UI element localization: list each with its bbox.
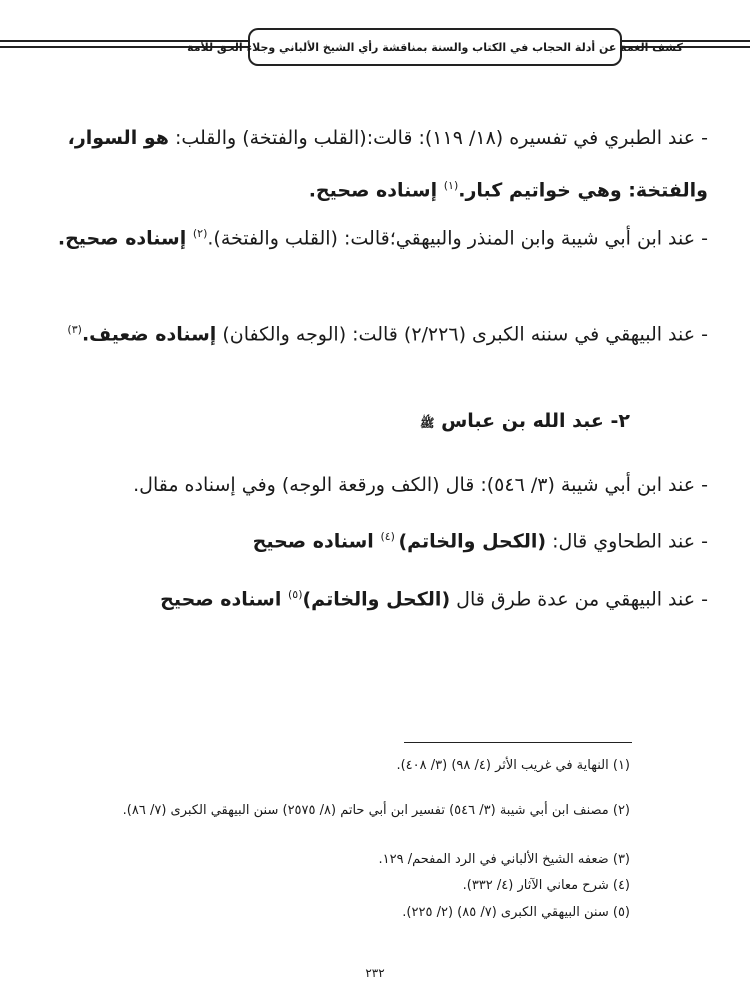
paragraph-ibn-abi-shayba bbox=[42, 210, 708, 262]
footnote-ref-1[interactable]: (١) bbox=[443, 179, 459, 192]
p6-bold: (الكحل والخاتم) bbox=[302, 588, 451, 611]
paragraph-tahawi bbox=[42, 530, 708, 552]
p5-bold: (الكحل والخاتم) bbox=[398, 530, 547, 553]
p3-text: - عند البيهقي في سننه الكبرى (٢/٢٢٦) قالت: (الوجه والكفان) bbox=[216, 323, 708, 346]
footnote-separator bbox=[404, 742, 632, 743]
p6-text: - عند البيهقي من عدة طرق قال bbox=[450, 588, 708, 611]
footnote-4: (٤) شرح معاني الآثار (٤/ ٣٣٢). bbox=[462, 878, 630, 893]
p4-text: - عند ابن أبي شيبة (٣/ ٥٤٦): قال (الكف ورقعة الوجه) وفي إسناده مقال. bbox=[133, 474, 708, 496]
p5-isnad: اسناده صحيح bbox=[252, 530, 381, 553]
footnote-ref-5[interactable]: (٥) bbox=[287, 588, 303, 601]
paragraph-bayhaqi bbox=[42, 306, 708, 358]
footnote-5: (٥) سنن البيهقي الكبرى (٧/ ٨٥) (٢/ ٢٢٥). bbox=[402, 905, 630, 920]
running-header bbox=[187, 28, 683, 66]
paragraph-ibn-abbas-1 bbox=[42, 474, 708, 496]
paragraph-bayhaqi-turuq bbox=[42, 588, 708, 610]
section-heading-ibn-abbas bbox=[42, 410, 630, 433]
p5-text: - عند الطحاوي قال: bbox=[546, 530, 708, 553]
p1-isnad: إسناده صحيح. bbox=[308, 179, 444, 202]
honorific-icon: ﷺ bbox=[419, 416, 435, 430]
p1-text: - عند الطبري في تفسيره (١٨/ ١١٩): قالت:(القلب والفتخة) والقلب: bbox=[168, 127, 708, 149]
footnote-ref-3[interactable]: (٣) bbox=[67, 323, 82, 336]
p1-bold: هو السوار، والفتخة: وهي خواتيم كبار. bbox=[67, 127, 708, 202]
paragraph-tabari bbox=[42, 114, 708, 214]
footnote-ref-4[interactable]: (٤) bbox=[380, 530, 399, 543]
footnote-1: (١) النهاية في غريب الأثر (٤/ ٩٨) (٣/ ٤٠٨). bbox=[396, 758, 630, 773]
heading-text: ٢- عبد الله بن عباس bbox=[441, 410, 630, 432]
footnote-3: (٣) ضعفه الشيخ الألباني في الرد المفحم/ ١٢٩. bbox=[378, 852, 630, 867]
footnote-ref-2[interactable]: (٢) bbox=[192, 227, 208, 240]
p3-isnad: إسناده ضعيف. bbox=[81, 323, 217, 346]
footnote-2: (٢) مصنف ابن أبي شيبة (٣/ ٥٤٦) تفسير ابن أبي حاتم (٨/ ٢٥٧٥) سنن البيهقي الكبرى (٧/ ٨٦). bbox=[122, 803, 630, 818]
p2-text: - عند ابن أبي شيبة وابن المنذر والبيهقي؛قالت: (القلب والفتخة). bbox=[207, 227, 708, 250]
page-number: ٢٣٢ bbox=[365, 966, 385, 980]
p2-isnad: إسناده صحيح. bbox=[57, 227, 193, 250]
p6-isnad: اسناده صحيح bbox=[160, 588, 288, 611]
header-title: كشف الغمة عن أدلة الحجاب في الكتاب والسنة بمناقشة رأي الشيخ الألباني وجلاء الحق للأمة bbox=[187, 40, 683, 54]
